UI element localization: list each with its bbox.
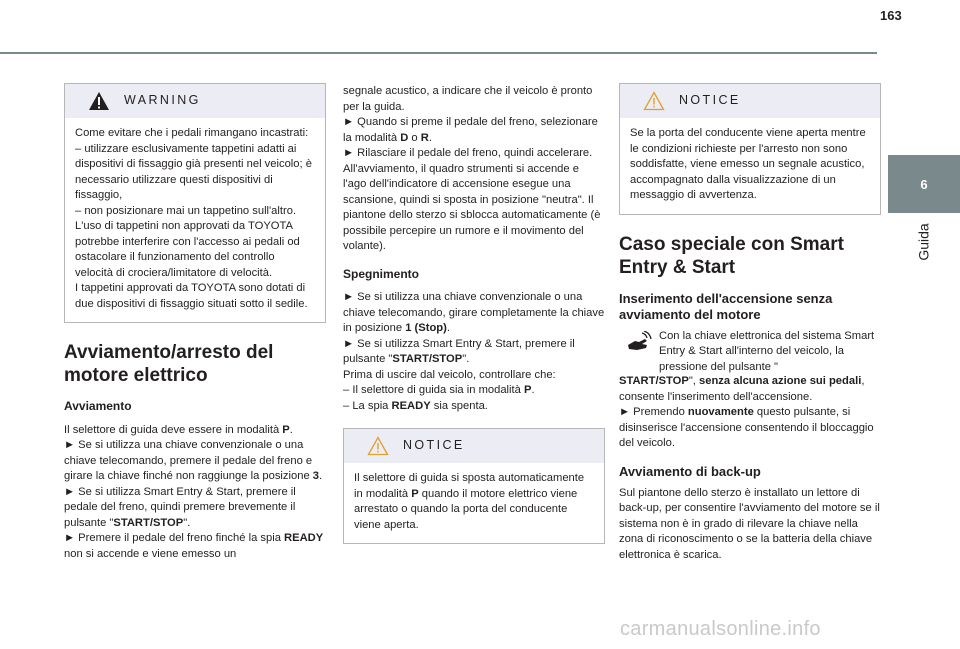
- subheading-avviamento: Avviamento: [64, 399, 132, 413]
- paragraph: ► Rilasciare il pedale del freno, quindi accelerare.: [343, 147, 593, 159]
- section-heading-avviamento: Avviamento/arresto del motore elettrico: [64, 342, 274, 386]
- notice-triangle-icon: [367, 436, 389, 456]
- column-2: [343, 84, 605, 544]
- paragraph: segnale acustico, a indicare che il veicolo è pronto per la guida.: [343, 85, 593, 113]
- warning-body: [65, 118, 325, 322]
- smart-key-hand-icon: [625, 331, 653, 353]
- paragraph: Prima di uscire dal veicolo, controllare che:: [343, 368, 556, 381]
- subheading-spegnimento: Spegnimento: [343, 266, 420, 281]
- paragraph: – Il selettore di guida sia in modalità P.: [343, 384, 535, 396]
- paragraph: Con la chiave elettronica del sistema Smart Entry & Start all'interno del veicolo, la pressione del pulsante ": [659, 329, 875, 373]
- paragraph: ► Premere il pedale del freno finché la spia READY non si accende e viene emesso un: [64, 532, 324, 560]
- paragraph: Sul piantone dello sterzo è installato un lettore di back-up, per consentire l'avviamento del motore se il sistema non è in grado di rilevare la chiave nella zona di riconoscimento o se la batteria della chiave elettronica è scarica.: [619, 486, 880, 561]
- smart-entry-paragraph: [619, 329, 881, 376]
- notice-body-1: [344, 463, 604, 543]
- paragraph: ► Premendo nuovamente questo pulsante, si disinserisce l'accensione consentendo il bloccaggio del veicolo.: [619, 406, 874, 449]
- notice-box-1: [343, 428, 605, 544]
- chapter-label: [888, 212, 960, 272]
- warning-box: [64, 83, 326, 323]
- warning-line-5: I tappetini approvati da TOYOTA sono dotati di due dispositivi di fissaggio situati sotto il sedile.: [75, 282, 308, 310]
- notice-title-2: NOTICE: [679, 93, 741, 108]
- notice-text-1: Il selettore di guida si sposta automaticamente in modalità P quando il motore elettrico viene arrestato o quando la porta del conducente viene aperta.: [354, 472, 585, 531]
- notice-header-2: [620, 84, 880, 118]
- notice-body-2: [620, 118, 880, 214]
- paragraph: START/STOP", senza alcuna azione sui pedali, consente l'inserimento dell'accensione.: [619, 375, 865, 403]
- warning-header: [65, 84, 325, 118]
- subheading-inserimento: Inserimento dell'accensione senza avviamento del motore: [619, 290, 833, 322]
- page-number: 163: [880, 8, 902, 23]
- warning-title: WARNING: [124, 93, 201, 108]
- paragraph: ► Se si utilizza una chiave convenzionale o una chiave telecomando, girare completamente la chiave in posizione 1 (Stop).: [343, 291, 605, 334]
- warning-line-4: L'uso di tappetini non approvati da TOYOTA potrebbe interferire con l'accesso ai pedali od ostacolare il funzionamento del controllo velocità di crociera/limitatore di velocità.: [75, 220, 300, 279]
- notice-header-1: [344, 429, 604, 463]
- chapter-label-text: Guida: [915, 223, 932, 261]
- header-rule: [0, 52, 877, 54]
- notice-title-1: NOTICE: [403, 438, 465, 453]
- warning-line-2: – utilizzare esclusivamente tappetini adatti ai dispositivi di fissaggio già presenti nel veicolo; è necessario utilizzare questi dispositivi di fissaggio,: [75, 142, 312, 201]
- notice-triangle-icon: [643, 91, 665, 111]
- section-heading-smart-entry: Caso speciale con Smart Entry & Start: [619, 233, 844, 278]
- paragraph: ► Se si utilizza una chiave convenzionale o una chiave telecomando, premere il pedale del freno e girare la chiave finché non raggiunge la posizione 3.: [64, 439, 323, 482]
- watermark: carmanualsonline.info: [620, 618, 821, 640]
- paragraph: Il selettore di guida deve essere in modalità P.: [64, 423, 293, 436]
- notice-box-2: [619, 83, 881, 215]
- warning-line-3: – non posizionare mai un tappetino sull'altro.: [75, 204, 297, 217]
- warning-triangle-icon: [88, 91, 110, 111]
- column-1: [64, 80, 326, 562]
- paragraph: ► Se si utilizza Smart Entry & Start, premere il pulsante "START/STOP".: [343, 337, 575, 365]
- paragraph: – La spia READY sia spenta.: [343, 399, 488, 412]
- column-3: [619, 80, 881, 563]
- notice-text-2: Se la porta del conducente viene aperta mentre le condizioni richieste per l'arresto non sono soddisfatte, viene emesso un segnale acustico, accompagnato dalla visualizzazione di un messaggio di avvertenza.: [630, 127, 866, 201]
- paragraph: ► Quando si preme il pedale del freno, selezionare la modalità D o R.: [343, 116, 598, 144]
- paragraph: All'avviamento, il quadro strumenti si accende e l'ago dell'indicatore di accensione esegue una scansione, quindi si sposta in posizione "neutra". Il piantone dello sterzo si sblocca automaticamente (è possibile percepire un rumore e il movimento del volante).: [343, 162, 601, 252]
- paragraph: ► Se si utilizza Smart Entry & Start, premere il pedale del freno, quindi premere brevemente il pulsante "START/STOP".: [64, 485, 296, 529]
- warning-line-1: Come evitare che i pedali rimangano incastrati:: [75, 127, 309, 139]
- subheading-back-up: Avviamento di back-up: [619, 463, 761, 479]
- chapter-tab: 6: [888, 155, 960, 213]
